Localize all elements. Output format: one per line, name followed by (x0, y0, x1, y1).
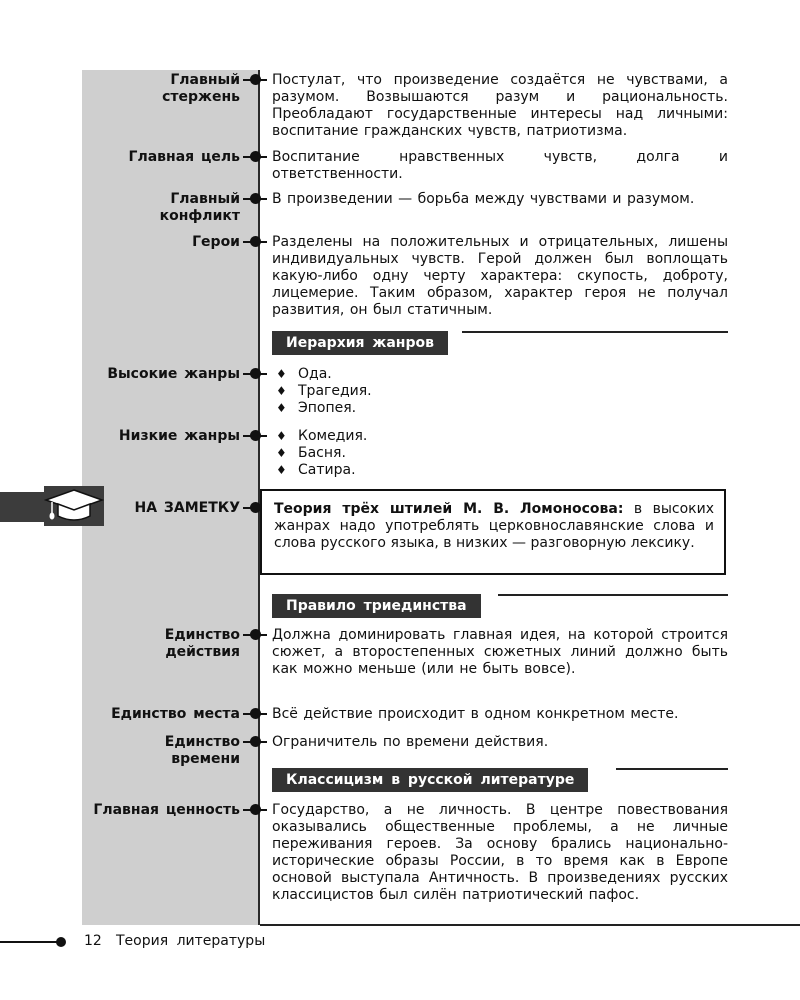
note-bold-title: Теория трёх штилей М. В. Ломоносова: (274, 501, 624, 517)
connector-marker (240, 430, 270, 442)
note-body: в высоких жанрах надо употреблять церковнославянские слова и слова русского языка, в низких — разговорную лексику. (274, 501, 715, 551)
section-title: Классицизм в русской литературе (272, 768, 588, 792)
unity-time-text: Ограничитель по времени действия. (272, 734, 549, 750)
main-conflict-text: В произведении — борьба между чувствами и разумом. (272, 191, 695, 207)
label-low-genres: Низкие жанры (118, 428, 240, 444)
diamond-icon: ♦ (276, 446, 287, 460)
main-core-text: Постулат, что произведение создаётся не чувствами, а разумом. Возвышаются разум и рациональность. Преобладают государственные интересы над личными: воспитание гражданских чувств, патриотизма. (272, 72, 728, 139)
label-line: стержень (162, 89, 240, 105)
connector-marker (240, 629, 270, 641)
connector-marker (240, 708, 270, 720)
unity-place-text: Всё действие происходит в одном конкретном месте. (272, 706, 679, 722)
list-item: ♦ Эпопея. (276, 400, 357, 416)
connector-marker (240, 74, 270, 86)
label-line: конфликт (159, 208, 240, 224)
footer-rule (0, 941, 62, 943)
unity-action-text: Должна доминировать главная идея, на которой строится сюжет, а второстепенных сюжетных линий должно быть как можно меньше (или не быть вовсе). (272, 627, 728, 677)
list-item: ♦ Сатира. (276, 462, 356, 478)
list-item: ♦ Комедия. (276, 428, 368, 444)
heroes-text: Разделены на положительных и отрицательных, лишены индивидуальных чувств. Герой должен был воплощать какую-либо одну черту характера: скупость, доброту, лицемерие. Таким образом, характер героя не получал развития, он был статичным. (272, 234, 728, 318)
connector-marker (240, 368, 270, 380)
diamond-icon: ♦ (276, 429, 287, 443)
section-title: Правило триединства (272, 594, 481, 618)
section-title: Иерархия жанров (272, 331, 448, 355)
label-unity-action (165, 627, 240, 661)
label-main-goal: Главная цель (128, 149, 240, 165)
connector-marker (240, 193, 270, 205)
list-item: ♦ Трагедия. (276, 383, 372, 399)
diamond-icon: ♦ (276, 384, 287, 398)
main-goal-text: Воспитание нравственных чувств, долга и ответственности. (272, 149, 728, 182)
high-genres-list (276, 366, 372, 417)
section-rule (498, 594, 728, 596)
label-main-conflict (160, 191, 240, 225)
label-unity-place: Единство места (111, 706, 240, 722)
section-rule (462, 331, 728, 333)
low-genres-list (276, 428, 367, 479)
bottom-rule (260, 924, 800, 926)
label-note: НА ЗАМЕТКУ (134, 500, 240, 516)
section-header-russian (272, 768, 728, 792)
footer-dot-icon (56, 937, 66, 947)
label-line: Главный (170, 72, 240, 88)
label-high-genres: Высокие жанры (107, 366, 240, 382)
diamond-icon: ♦ (276, 401, 287, 415)
running-title: Теория литературы (116, 933, 266, 949)
label-unity-time (165, 734, 240, 768)
section-header-trinity (272, 594, 728, 618)
label-line: времени (171, 751, 240, 767)
section-header-hierarchy (272, 331, 728, 355)
main-value-text: Государство, а не личность. В центре повествования оказывались общественные проблемы, а не личные переживания героев. За основу брались национально-исторические образы России, в то время как в Европе основой выступала Античность. В произведениях русских классицистов был силён патриотический пафос. (272, 802, 728, 903)
section-rule (616, 768, 728, 770)
graduation-cap-icon (44, 486, 104, 526)
label-line: действия (165, 644, 240, 660)
label-line: Единство (164, 627, 240, 643)
note-box (260, 489, 726, 575)
connector-marker (240, 151, 270, 163)
page-number: 12 (84, 933, 102, 949)
list-item: ♦ Ода. (276, 366, 332, 382)
connector-marker (240, 804, 270, 816)
label-main-value: Главная ценность (93, 802, 240, 818)
connector-marker (240, 736, 270, 748)
note-text (274, 501, 714, 552)
label-heroes: Герои (192, 234, 240, 250)
diamond-icon: ♦ (276, 367, 287, 381)
list-item: ♦ Басня. (276, 445, 346, 461)
connector-marker (240, 236, 270, 248)
diamond-icon: ♦ (276, 463, 287, 477)
label-line: Единство (164, 734, 240, 750)
label-main-core (162, 72, 240, 106)
label-line: Главный (170, 191, 240, 207)
